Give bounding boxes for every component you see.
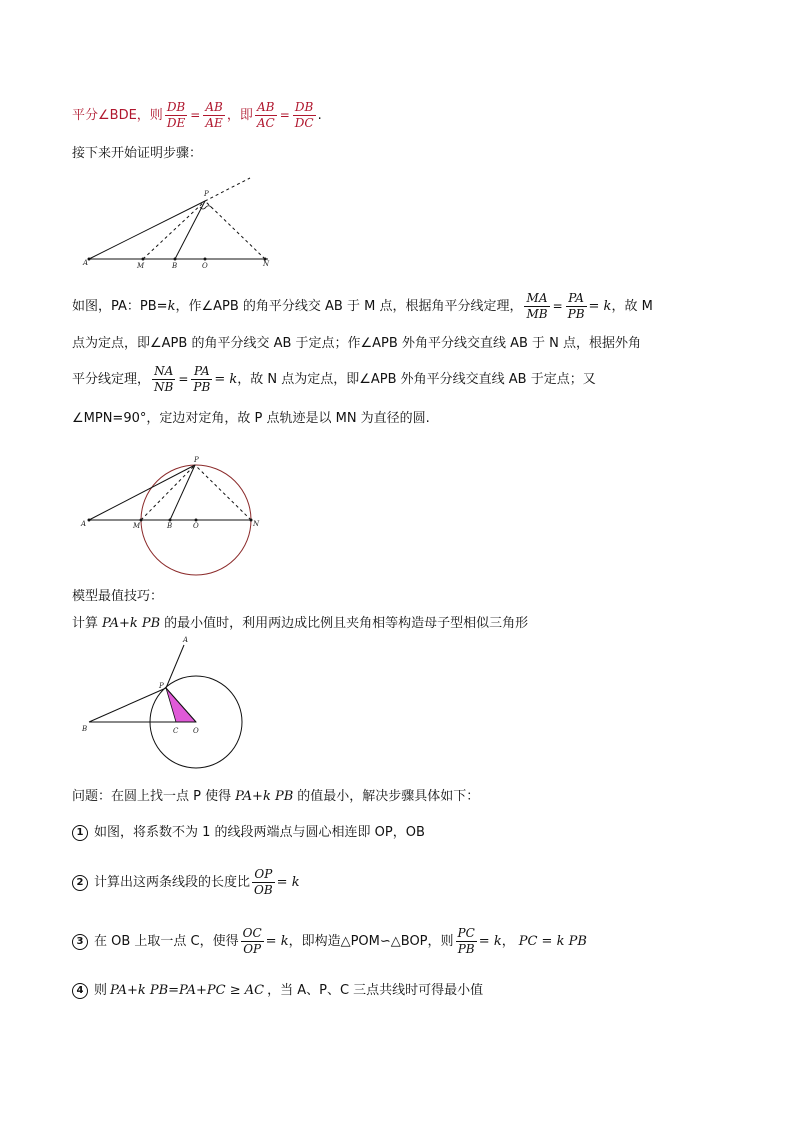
fraction-pa-pb: $\frac{PA}{PB}$ bbox=[567, 291, 585, 321]
fraction-op-ob: $\frac{OP}{OB}$ bbox=[254, 867, 273, 897]
step-number: 3 bbox=[72, 934, 88, 950]
point-b bbox=[174, 258, 177, 261]
fraction-db-de: $\frac{DB}{DE}$ bbox=[166, 100, 186, 130]
step-3: 3 在 OB 上取一点 C，使得 $\frac{OC}{OP}$ = k，即构造△POM∽△BOP，则 $\frac{PC}{PB}$ = k， PC = k PB bbox=[72, 926, 587, 957]
para1-line2: 点为定点，即∠APB 的角平分线交 AB 于定点；作∠APB 外角平分线交直线 AB 于 N 点，根据外角 bbox=[72, 336, 642, 351]
intro-line: 平分∠BDE，则 $\frac{DB}{DE}$ = $\frac{AB}{AE}$ ，即 $\frac{AB}{AC}$ = $\frac{DB}{DC}$ . bbox=[72, 100, 322, 130]
label-p: P bbox=[194, 456, 199, 464]
extension-ap bbox=[205, 178, 250, 201]
intro-text-1: 平分∠BDE，则 bbox=[72, 108, 163, 123]
label-b: B bbox=[172, 262, 178, 270]
label-b: B bbox=[82, 725, 88, 733]
label-o: O bbox=[202, 262, 208, 270]
point-a bbox=[88, 519, 91, 522]
segment-pb bbox=[170, 465, 195, 520]
proof-heading: 接下来开始证明步骤： bbox=[72, 146, 203, 161]
label-a: A bbox=[81, 520, 87, 528]
label-a: A bbox=[183, 636, 189, 644]
para1-line4: ∠MPN=90°，定边对定角，故 P 点轨迹是以 MN 为直径的圆. bbox=[72, 411, 430, 426]
label-o: O bbox=[193, 727, 199, 735]
problem-statement: 问题：在圆上找一点 P 使得 PA+k PB 的值最小，解决步骤具体如下： bbox=[72, 789, 480, 804]
label-c: C bbox=[173, 727, 179, 735]
external-bisector-pn bbox=[195, 465, 251, 520]
label-o: O bbox=[193, 522, 199, 530]
figure-1 bbox=[82, 178, 270, 270]
fraction-oc-op: $\frac{OC}{OP}$ bbox=[242, 926, 262, 956]
label-b: B bbox=[167, 522, 173, 530]
fraction-ma-mb: $\frac{MA}{MB}$ bbox=[526, 291, 548, 321]
para1-line3: 平分线定理， $\frac{NA}{NB}$ = $\frac{PA}{PB}$ = k，故 N 点为定点，即∠APB 外角平分线交直线 AB 于定点；又 bbox=[72, 364, 596, 394]
label-n: N bbox=[263, 260, 270, 268]
segment-bp bbox=[89, 688, 166, 722]
figure-3 bbox=[81, 636, 242, 768]
external-bisector-pn bbox=[205, 201, 265, 259]
step-2: 2 计算出这两条线段的长度比 $\frac{OP}{OB}$ = k bbox=[72, 867, 300, 898]
fraction-na-nb: $\frac{NA}{NB}$ bbox=[154, 364, 174, 394]
para2: 计算 PA+k PB 的最小值时，利用两边成比例且夹角相等构造母子型相似三角形 bbox=[72, 616, 529, 631]
label-m: M bbox=[133, 522, 141, 530]
figure-2 bbox=[80, 456, 260, 575]
step-number: 4 bbox=[72, 983, 88, 999]
step-1: 1 如图，将系数不为 1 的线段两端点与圆心相连即 OP，OB bbox=[72, 823, 425, 843]
fraction-db-dc: $\frac{DB}{DC}$ bbox=[294, 100, 314, 130]
segment-pa bbox=[89, 201, 205, 259]
step-4: 4 则 PA+k PB=PA+PC ≥ AC ，当 A、P、C 三点共线时可得最小值 bbox=[72, 981, 483, 1001]
step-number: 2 bbox=[72, 875, 88, 891]
section-title: 模型最值技巧： bbox=[72, 589, 164, 604]
segment-pb bbox=[175, 201, 205, 259]
intro-text-2: ，即 bbox=[226, 108, 253, 123]
para1-line1: 如图，PA：PB=k，作∠APB 的角平分线交 AB 于 M 点，根据角平分线定理， $\frac{MA}{MB}$ = $\frac{PA}{PB}$ = k，故 M bbox=[72, 291, 653, 321]
label-a: A bbox=[83, 259, 89, 267]
point-o bbox=[204, 258, 207, 261]
label-p: P bbox=[159, 682, 164, 690]
fraction-ab-ae: $\frac{AB}{AE}$ bbox=[205, 100, 223, 130]
label-n: N bbox=[253, 520, 260, 528]
fraction-pc-pb: $\frac{PC}{PB}$ bbox=[457, 926, 475, 956]
fraction-pa-pb-2: $\frac{PA}{PB}$ bbox=[193, 364, 211, 394]
bisector-pm bbox=[141, 465, 195, 520]
point-m bbox=[142, 258, 145, 261]
fraction-ab-ac: $\frac{AB}{AC}$ bbox=[256, 100, 275, 130]
bisector-pm bbox=[143, 201, 205, 259]
step-number: 1 bbox=[72, 825, 88, 841]
label-p: P bbox=[204, 190, 209, 198]
label-m: M bbox=[137, 262, 145, 270]
